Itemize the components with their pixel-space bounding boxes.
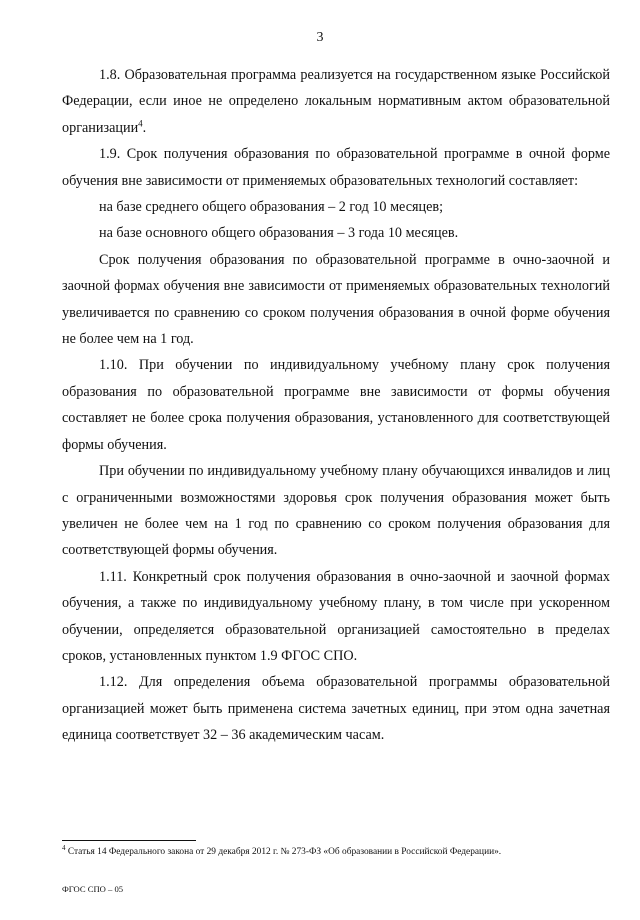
paragraph-1-8-end: .: [142, 119, 147, 136]
footnote-mark: 4: [62, 843, 66, 852]
page-number: 3: [316, 30, 324, 45]
paragraph-1-10: 1.10. При обучении по индивидуальному учебному плану срок получения образования по образовательной программе вне зависимости от формы обучения составляет не более срока получения образования, установленного для соответствующей формы обучения.: [62, 357, 610, 453]
footnote-reference: 4: [138, 118, 143, 129]
footnote: [62, 843, 610, 859]
document-code: ФГОС СПО – 05: [62, 884, 124, 894]
list-item-secondary-general: на базе среднего общего образования – 2 год 10 месяцев;: [99, 199, 444, 216]
document-body: [62, 62, 610, 749]
paragraph-part-time-duration: Срок получения образования по образовательной программе в очно-заочной и заочной формах обучения вне зависимости от применяемых образовательных технологий увеличивается по сравнению со сроком получения образования в очной форме обучения не более чем на 1 год.: [62, 251, 610, 348]
paragraph-1-9: 1.9. Срок получения образования по образовательной программе в очной форме обучения вне зависимости от применяемых образовательных технологий составляет:: [62, 146, 610, 189]
footnote-text: Статья 14 Федерального закона от 29 декабря 2012 г. № 273-ФЗ «Об образовании в Российской Федерации».: [65, 847, 502, 857]
paragraph-1-8-text: 1.8. Образовательная программа реализуется на государственном языке Российской Федерации, если иное не определено локальным нормативным актом образовательной организации: [62, 67, 610, 136]
paragraph-1-8: [62, 62, 610, 141]
footnote-separator: [62, 840, 196, 841]
paragraph-disabled-students: При обучении по индивидуальному учебному плану обучающихся инвалидов и лиц с ограниченными возможностями здоровья срок получения образования может быть увеличен не более чем на 1 год по сравнению со сроком получения образования для соответствующей формы обучения.: [62, 463, 610, 559]
paragraph-1-11: 1.11. Конкретный срок получения образования в очно-заочной и заочной формах обучения, а также по индивидуальному учебному плану, в том числе при ускоренном обучении, определяется образовательной организацией самостоятельно в пределах сроков, установленных пунктом 1.9 ФГОС СПО.: [62, 568, 610, 664]
list-item-basic-general: на базе основного общего образования – 3 года 10 месяцев.: [99, 225, 459, 242]
paragraph-1-12: 1.12. Для определения объема образовательной программы образовательной организацией может быть применена система зачетных единиц, при этом одна зачетная единица соответствует 32 – 36 академическим часам.: [62, 674, 610, 744]
